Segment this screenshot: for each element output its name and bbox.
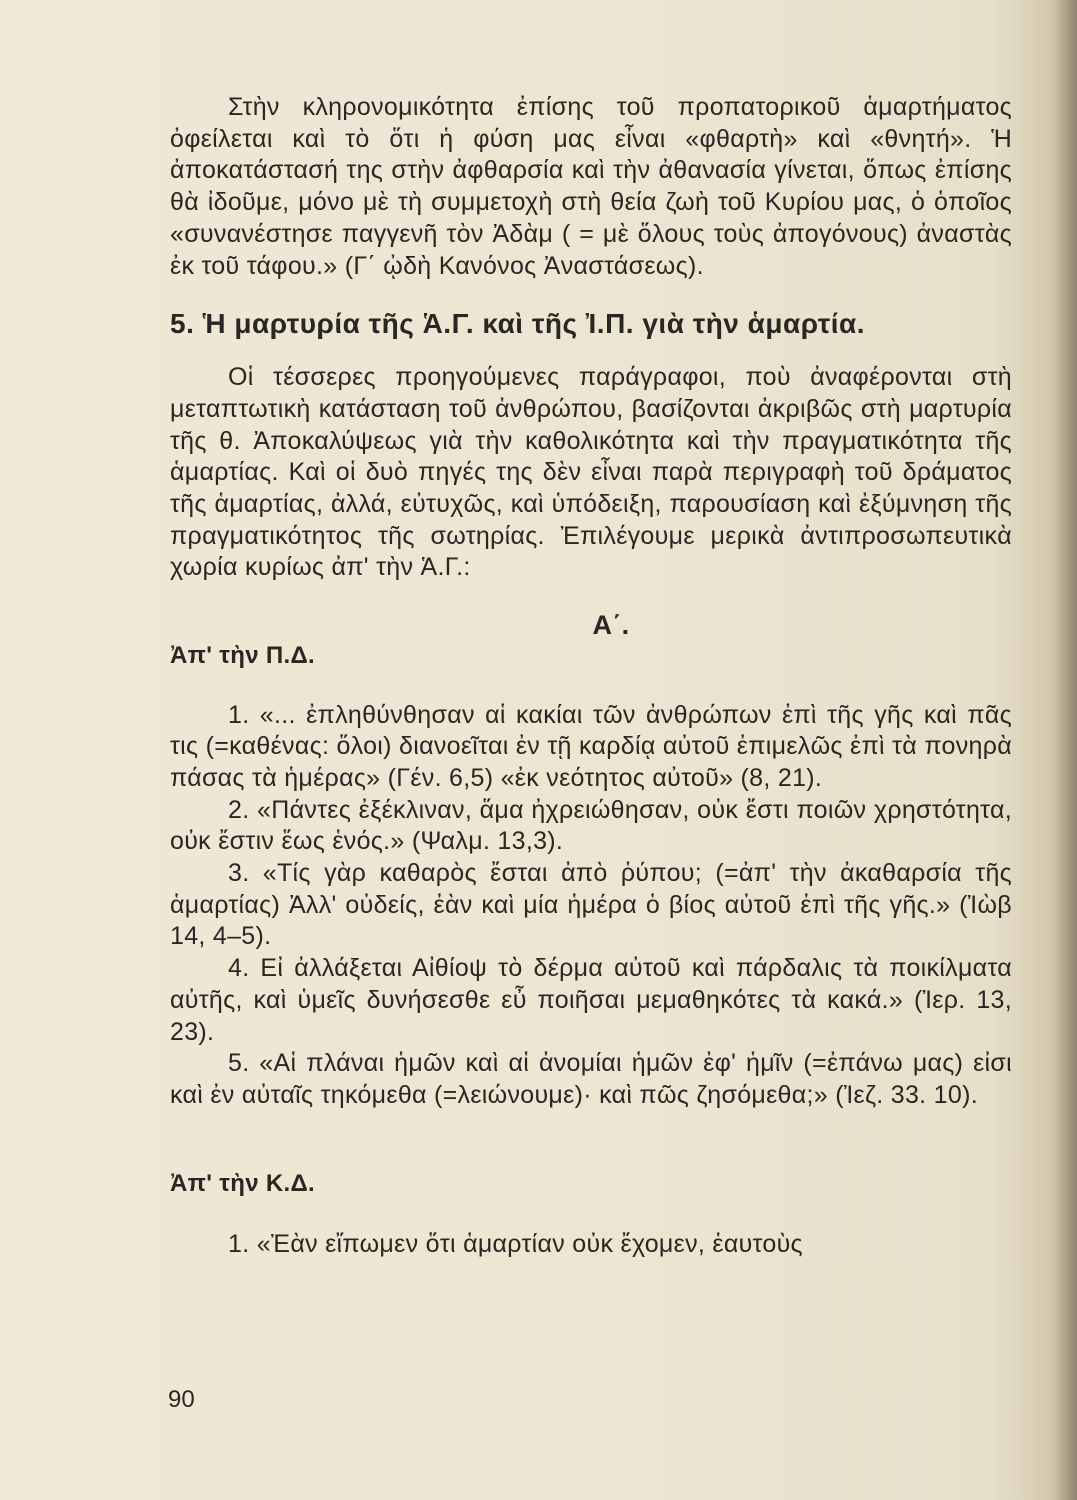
list-item: 5. «Αἱ πλάναι ἡμῶν καὶ αἱ ἀνομίαι ἡμῶν ἐφ' ἡμῖν (=ἐπάνω μας) εἰσι καὶ ἐν αὐταῖς τηκόμεθα (=λειώνουμε)· καὶ πῶς ζησόμεθα;» (Ἰεζ. 33. 10).	[170, 1049, 1012, 1109]
list-item: 4. Εἰ ἀλλάξεται Αἰθίοψ τὸ δέρμα αὐτοῦ καὶ πάρδαλις τὰ ποικίλματα αὐτῆς, καὶ ὑμεῖς δυνήσεσθε εὖ ποιῆσαι μεμαθηκότες τὰ κακά.» (Ἰερ. 13, 23).	[170, 954, 1012, 1046]
list-item: 1. «... ἐπληθύνθησαν αἱ κακίαι τῶν ἀνθρώπων ἐπὶ τῆς γῆς καὶ πᾶς τις (=καθένας: ὅλοι) διανοεῖται ἐν τῇ καρδίᾳ αὐτοῦ ἐπιμελῶς ἐπὶ τὰ πονηρὰ πάσας τὰ ἡμέρας» (Γέν. 6,5) «ἐκ νεότητος αὐτοῦ» (8, 21).	[170, 700, 1012, 792]
page-number: 90	[168, 1386, 195, 1413]
part-heading: Α΄.	[592, 610, 630, 641]
old-testament-list	[170, 700, 1012, 1112]
list-item: 1. «Ἐὰν εἴπωμεν ὅτι ἁμαρτίαν οὐκ ἔχομεν, ἑαυτοὺς	[228, 1230, 803, 1259]
list-item: 2. «Πάντες ἐξέκλιναν, ἅμα ἠχρειώθησαν, οὐκ ἔστι ποιῶν χρηστότητα, οὐκ ἔστιν ἕως ἑνός.» (Ψαλμ. 13,3).	[170, 795, 1012, 856]
section-paragraph: Οἱ τέσσερες προηγούμενες παράγραφοι, ποὺ ἀναφέρονται στὴ μεταπτωτικὴ κατάσταση τοῦ ἀνθρώπου, βασίζονται ἀκριβῶς στὴ μαρτυρία τῆς θ. Ἀποκαλύψεως γιὰ τὴν καθολικότητα καὶ τὴν πραγματικότητα τῆς ἁμαρτίας. Καὶ οἱ δυὸ πηγές της δὲν εἶναι παρὰ περιγραφὴ τοῦ δράματος τῆς ἁμαρτίας, ἀλλά, εὐτυχῶς, καὶ ὑπόδειξη, παρουσίαση καὶ ἐξύμνηση τῆς πραγματικότητος τῆς σωτηρίας. Ἐπιλέγουμε μερικὰ ἀντιπροσωπευτικὰ χωρία κυρίως ἀπ' τὴν Ἁ.Γ.:	[170, 363, 1012, 582]
page-edge-shadow	[1055, 0, 1077, 1500]
new-testament-list	[170, 1229, 1012, 1261]
page-body	[170, 92, 1012, 1261]
subheading-old-testament: Ἀπ' τὴν Π.Δ.	[170, 641, 315, 669]
intro-paragraph: Στὴν κληρονομικότητα ἐπίσης τοῦ προπατορικοῦ ἁμαρτήματος ὀφείλεται καὶ τὸ ὅτι ἡ φύση μας εἶναι «φθαρτὴ» καὶ «θνητή». Ἡ ἀποκατάστασή της στὴν ἀφθαρσία καὶ τὴν ἀθανασία γίνεται, ὅπως ἐπίσης θὰ ἰδοῦμε, μόνο μὲ τὴ συμμετοχὴ στὴ θεία ζωὴ τοῦ Κυρίου μας, ὁ ὁποῖος «συνανέστησε παγγενῆ τὸν Ἀδὰμ ( = μὲ ὅλους τοὺς ἀπογόνους) ἀναστὰς ἐκ τοῦ τάφου.» (Γ΄ ᾠδὴ Κανόνος Ἀναστάσεως).	[170, 93, 1012, 280]
subheading-new-testament: Ἀπ' τὴν Κ.Δ.	[170, 1169, 315, 1197]
section-heading: 5. Ἡ μαρτυρία τῆς Ἁ.Γ. καὶ τῆς Ἰ.Π. γιὰ τὴν ἁμαρτία.	[170, 308, 866, 340]
list-item: 3. «Τίς γὰρ καθαρὸς ἔσται ἀπὸ ῥύπου; (=ἀπ' τὴν ἀκαθαρσία τῆς ἁμαρτίας) Ἀλλ' οὐδείς, ἐὰν καὶ μία ἡμέρα ὁ βίος αὐτοῦ ἐπὶ τῆς γῆς.» (Ἰὼβ 14, 4–5).	[170, 859, 1012, 951]
